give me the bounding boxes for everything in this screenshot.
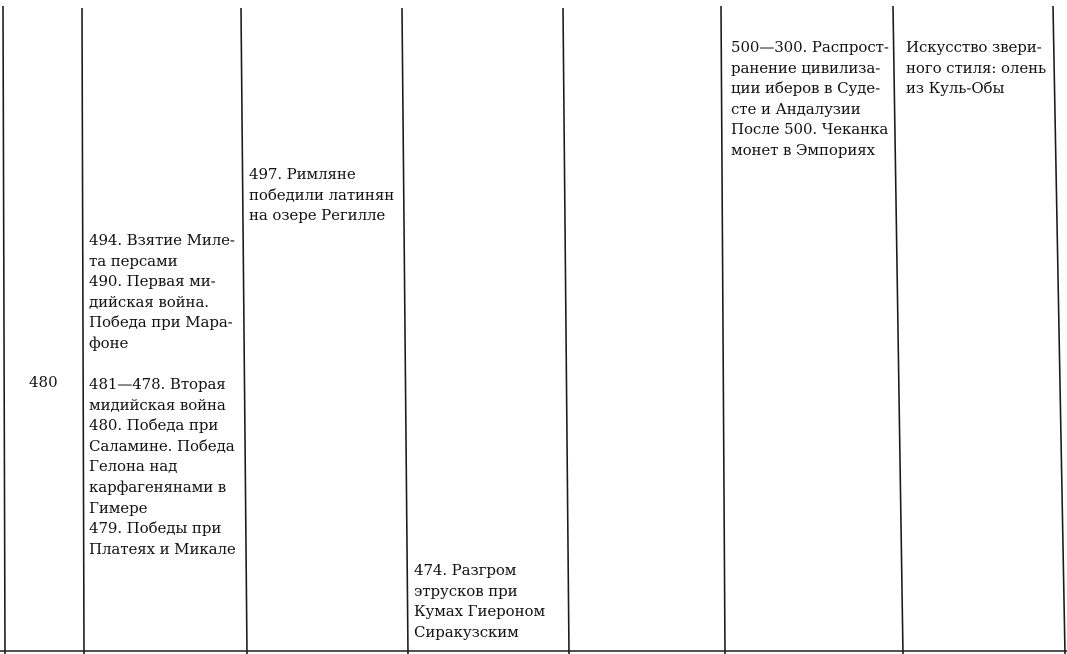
event-line: Гимере <box>89 498 148 517</box>
event-line: 481—478. Вторая <box>89 375 226 393</box>
etruria-events <box>414 560 545 642</box>
event-line: Саламине. Победа <box>89 436 235 455</box>
column-rule <box>1053 6 1065 654</box>
column-rule <box>402 8 408 654</box>
event-line: этрусков при <box>414 581 518 600</box>
event-line: дийская война. <box>89 292 209 311</box>
event-line: Искусство звери- <box>906 38 1042 56</box>
event-line: карфагенянами в <box>89 477 227 496</box>
event-line: Гелона над <box>89 457 178 476</box>
event-line: победили латинян <box>249 185 395 204</box>
event-line: 474. Разгром <box>414 561 517 579</box>
column-rule <box>241 8 247 654</box>
event-line: 497. Римляне <box>249 165 356 183</box>
event-line: из Куль-Обы <box>906 79 1005 98</box>
event-line: ции иберов в Суде- <box>731 79 881 98</box>
event-line: Кумах Гиероном <box>414 602 546 621</box>
year-marker: 480 <box>29 373 58 391</box>
event-line: Платеях и Микале <box>89 539 236 558</box>
event-line: 490. Первая ми- <box>89 272 216 291</box>
column-rule <box>82 8 84 654</box>
event-line: Победа при Мара- <box>89 313 233 332</box>
event-line: 494. Взятие Миле- <box>89 231 235 249</box>
event-line: сте и Андалузии <box>731 99 861 118</box>
event-line: 500—300. Распрост- <box>731 38 889 56</box>
column-rule <box>893 6 903 654</box>
event-line: на озере Регилле <box>249 206 386 225</box>
event-line: ранение цивилиза- <box>731 58 881 77</box>
event-line: та персами <box>89 251 178 270</box>
event-line: 480. Победа при <box>89 416 219 435</box>
event-line: Сиракузским <box>414 622 519 641</box>
rome-events <box>249 164 394 226</box>
event-line: 479. Победы при <box>89 519 222 538</box>
greece-events-block-a <box>89 230 235 354</box>
greece-events-block-b <box>89 374 236 559</box>
column-rule <box>721 6 725 654</box>
column-rule <box>563 8 569 654</box>
event-line: монет в Эмпориях <box>731 140 875 159</box>
event-line: ного стиля: олень <box>906 58 1047 77</box>
iberia-events <box>731 37 889 161</box>
event-line: мидийская война <box>89 395 226 414</box>
event-line: После 500. Чеканка <box>731 120 889 139</box>
column-rule <box>3 6 5 654</box>
event-line: фоне <box>89 333 129 352</box>
art-events <box>906 37 1046 99</box>
